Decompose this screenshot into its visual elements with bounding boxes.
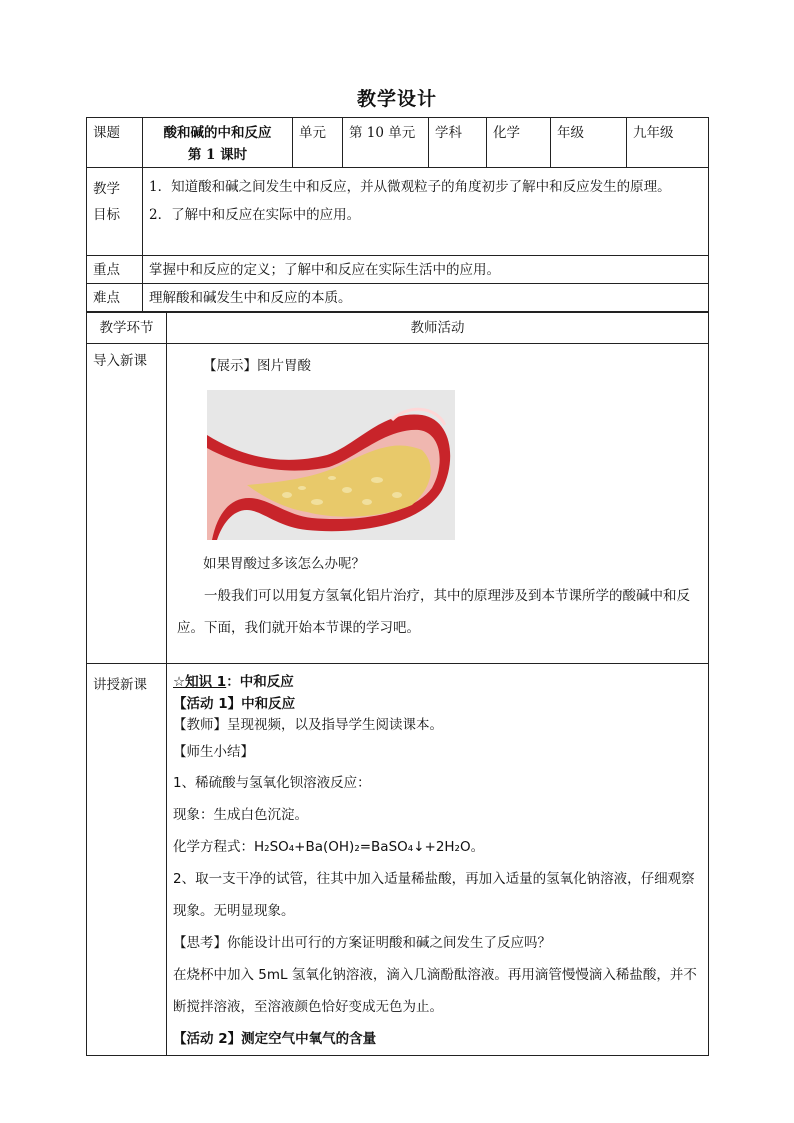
col-header-teacher: 教师活动 (167, 313, 709, 344)
subject-label: 学科 (429, 118, 487, 168)
summary-heading: 【师生小结】 (173, 743, 254, 760)
topic-label: 课题 (87, 118, 143, 168)
goals-label (87, 168, 143, 256)
knowledge-suffix: ：中和反应 (226, 674, 294, 690)
point-2: 2、取一支干净的试管，往其中加入适量稀盐酸，再加入适量的氢氧化钠溶液，仔细观察现象。无明显现象。 (173, 870, 695, 919)
think-question: 【思考】你能设计出可行的方案证明酸和碱之间发生了反应吗？ (173, 934, 551, 951)
unit-label: 单元 (293, 118, 343, 168)
key-points-label: 重点 (87, 256, 143, 284)
key-points-text: 掌握中和反应的定义；了解中和反应在实际生活中的应用。 (143, 256, 709, 284)
teach-content (167, 664, 709, 1056)
topic-line1: 酸和碱的中和反应 (163, 125, 272, 141)
intro-paragraph: 一般我们可以用复方氢氧化铝片治疗，其中的原理涉及到本节课所学的酸碱中和反应。下面，我们就开始本节课的学习吧。 (177, 588, 690, 636)
knowledge-title: ☆知识 1 (173, 674, 227, 690)
difficult-points-label: 难点 (87, 284, 143, 312)
goal-item-2: 2．了解中和反应在实际中的应用。 (149, 207, 361, 223)
unit-value: 第 10 单元 (343, 118, 429, 168)
activity-2-heading: 【活动 2】测定空气中氧气的含量 (173, 1030, 377, 1047)
topic-line2: 第 1 课时 (187, 147, 248, 163)
topic-value (143, 118, 293, 168)
intro-content (167, 344, 709, 664)
phenomenon: 现象：生成白色沉淀。 (173, 806, 308, 823)
info-table (86, 117, 709, 312)
teach-label: 讲授新课 (87, 664, 167, 1056)
goals-content (143, 168, 709, 256)
activity-1-heading: 【活动 1】中和反应 (173, 695, 296, 712)
activity-table (86, 312, 709, 1056)
intro-question: 如果胃酸过多该怎么办呢？ (203, 556, 365, 572)
stomach-acid-image (207, 390, 455, 540)
point-1: 1、稀硫酸与氢氧化钡溶液反应： (173, 774, 371, 791)
grade-label: 年级 (551, 118, 627, 168)
grade-value: 九年级 (627, 118, 709, 168)
intro-label: 导入新课 (87, 344, 167, 664)
goal-item-1: 1．知道酸和碱之间发生中和反应，并从微观粒子的角度初步了解中和反应发生的原理。 (149, 179, 671, 195)
document-title: 教学设计 (356, 88, 437, 110)
intro-show-line: 【展示】图片胃酸 (203, 358, 311, 374)
think-answer: 在烧杯中加入 5mL 氢氧化钠溶液，滴入几滴酚酞溶液。再用滴管慢慢滴入稀盐酸，并不断搅拌溶液，至溶液颜色恰好变成无色为止。 (173, 966, 697, 1015)
difficult-points-text: 理解酸和碱发生中和反应的本质。 (143, 284, 709, 312)
subject-value: 化学 (487, 118, 551, 168)
knowledge-heading (173, 672, 702, 694)
goals-label-text: 教学目标 (93, 181, 120, 223)
col-header-stage: 教学环节 (87, 313, 167, 344)
teacher-note: 【教师】呈现视频，以及指导学生阅读课本。 (173, 717, 443, 733)
chemical-equation: 化学方程式：H₂SO₄+Ba(OH)₂=BaSO₄↓+2H₂O。 (173, 838, 485, 855)
